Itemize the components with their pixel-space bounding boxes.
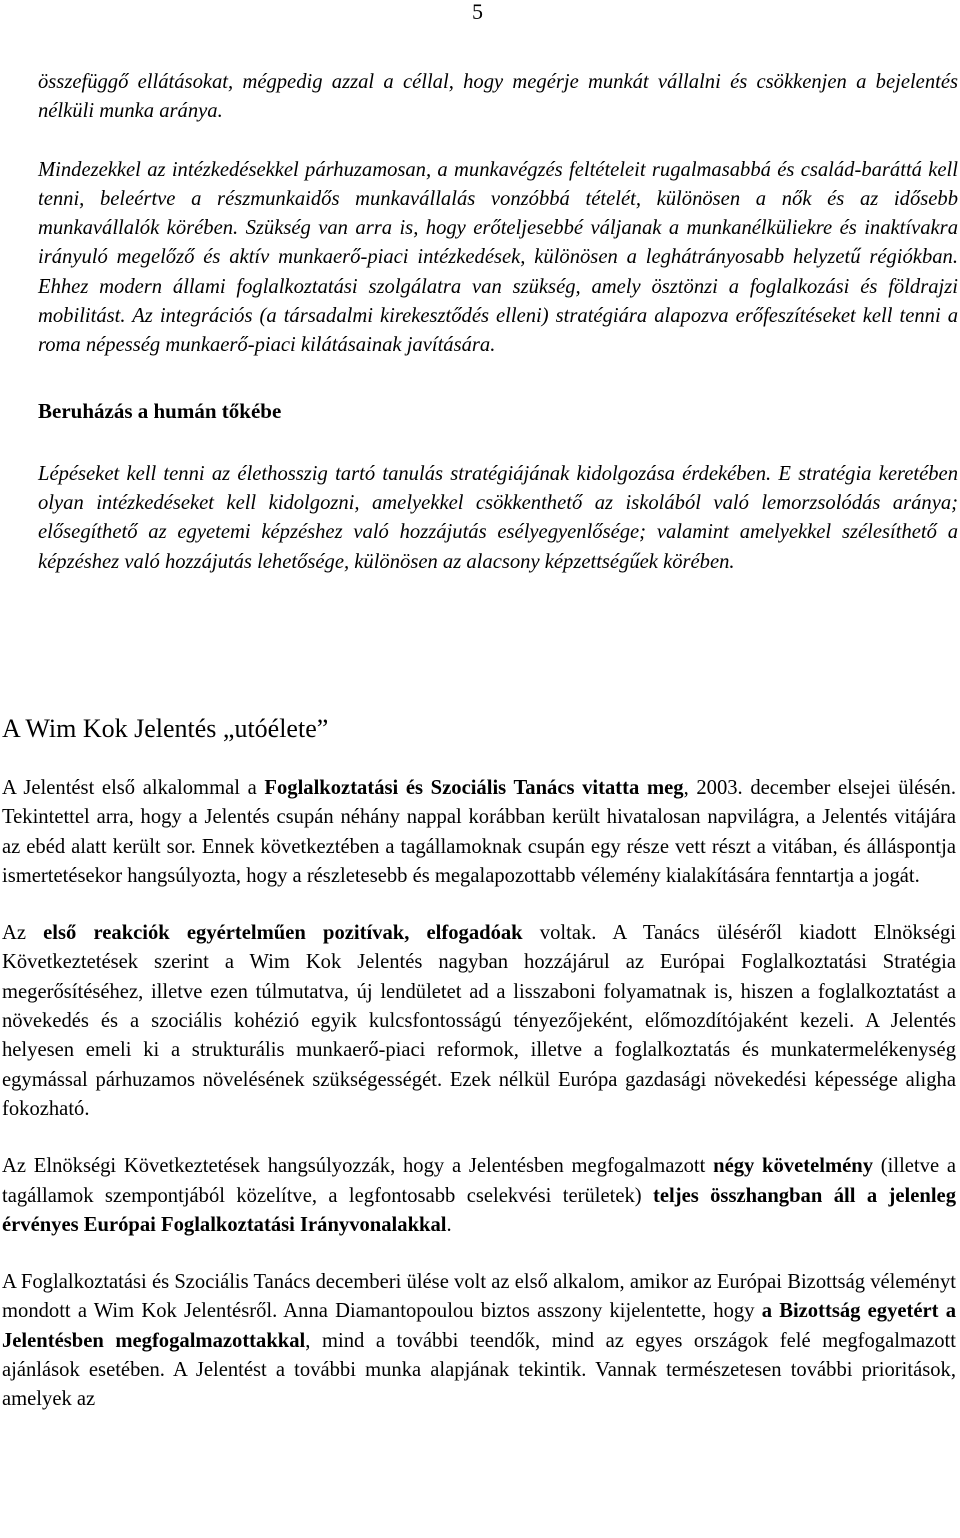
section-paragraph-1 [2,774,956,891]
section-title: A Wim Kok Jelentés „utóélete” [2,714,329,743]
page-number: 5 [472,0,483,24]
p2-text-a: Az [2,922,44,945]
investment-paragraph: Lépéseket kell tenni az élethosszig tartó tanulás stratégiájának kidolgozása érdekében. E stratégia keretében olyan intézkedéseket kell kidolgozni, amelyekkel csökkenthető az iskolából való lemorzsolódás aránya; elősegíthető az egyetemi képzéshez való hozzájutás esélyegyenlősége; valamint amelyekkel szélesíthető a képzéshez való hozzájutás lehetősége, különösen az alacsony képzettségűek körében. [38,462,958,573]
main-section [2,714,956,1415]
p3-text-c: (illetve a tagállamok szempontjából közelítve, a legfontosabb cselekvési területek) [2,1155,956,1207]
p4-text-a: A Foglalkoztatási és Szociális Tanács decemberi ülése volt az első alkalom, amikor az Európai Bizottság véleményt mondott a Wim Kok Jelentésről. Anna Diamantopoulou biztos asszony kijelentette, hogy [2,1271,956,1323]
p4-text-c: , mind a további teendők, mind az egyes országok felé megfogalmazott ajánlások esetében. A Jelentést a további munka alapjának tekintik. Vannak természetesen további prioritások, amelyek az [2,1329,957,1411]
section-paragraph-3 [2,1152,956,1240]
p2-bold: első reakciók egyértelműen pozitívak, elfogadóak [43,922,523,945]
p4-bold: a Bizottság egyetért a Jelentésben megfogalmazottakkal [2,1300,956,1352]
intro-paragraph-1: összefüggő ellátásokat, mégpedig azzal a céllal, hogy megérje munkát vállalni és csökkenjen a bejelentés nélküli munka aránya. [38,71,958,123]
intro-block [38,68,958,577]
p1-text-c: , 2003. december elsejei ülésén. Tekintettel arra, hogy a Jelentés csupán néhány nappal korábban került hivatalosan napvilágra, a Jelentés vitájára az ebéd alatt került sor. Ennek következtében a tagállamoknak csupán egy része vett részt a vitában, és álláspontja ismertetésekor hangsúlyozta, hogy a részletesebb és megalapozottabb vélemény kialakítására fenntartja a jogát. [2,777,956,887]
p2-text-c: voltak. A Tanács üléséről kiadott Elnökségi Következtetések szerint a Wim Kok Jelentés nagyban hozzájárul az Európai Foglalkoztatási Stratégia megerősítéséhez, illetve ezen túlmutatva, új lendületet ad a lisszaboni folyamatnak is, hiszen a foglalkoztatást a növekedés és a szociális kohézió egyik kulcsfontosságú tényezőjeként, előmozdítójaként kezeli. A Jelentés helyesen emeli ki a strukturális munkaerő-piaci reformok, illetve a foglalkoztatás és munkatermelékenység egymással párhuzamos növelésének szükségességét. Ezek nélkül Európa gazdasági növekedési képessége aligha fokozható. [2,922,956,1120]
intro-section [38,68,958,361]
p3-bold-1: négy követelmény [713,1155,874,1178]
section-paragraph-2 [2,919,956,1124]
p1-text-a: A Jelentést első alkalommal a [2,777,265,799]
investment-section [38,397,958,577]
investment-heading: Beruházás a humán tőkébe [38,398,282,423]
p3-text-a: Az Elnökségi Következtetések hangsúlyozzák, hogy a Jelentésben megfogalmazott [2,1155,714,1178]
p1-bold: Foglalkoztatási és Szociális Tanács vitatta meg [264,777,684,799]
p3-text-e: . [446,1213,452,1236]
intro-paragraph-2: Mindezekkel az intézkedésekkel párhuzamosan, a munkavégzés feltételeit rugalmasabbá és család-baráttá kell tenni, beleértve a részmunkaidős munkavállalás vonzóbbá tételét, különösen a nők és az idősebb munkavállalók körében. Szükség van arra is, hogy erőteljesebbé váljanak a munkanélküliekre és inaktívakra irányuló megelőző és aktív munkaerő-piaci intézkedések, különösen a leghátrányosabb helyzetű régiókban. Ehhez modern állami foglalkoztatási szolgálatra van szükség, amely ösztönzi a foglalkozási és földrajzi mobilitást. Az integrációs (a társadalmi kirekesztődés elleni) stratégiára alapozva erőfeszítéseket kell tenni a roma népesség munkaerő-piaci kilátásainak javítására. [38,158,958,357]
p3-bold-2: teljes összhangban áll a jelenleg érvényes Európai Foglalkoztatási Irányvonalakkal [2,1184,956,1236]
section-paragraph-4 [2,1268,956,1414]
